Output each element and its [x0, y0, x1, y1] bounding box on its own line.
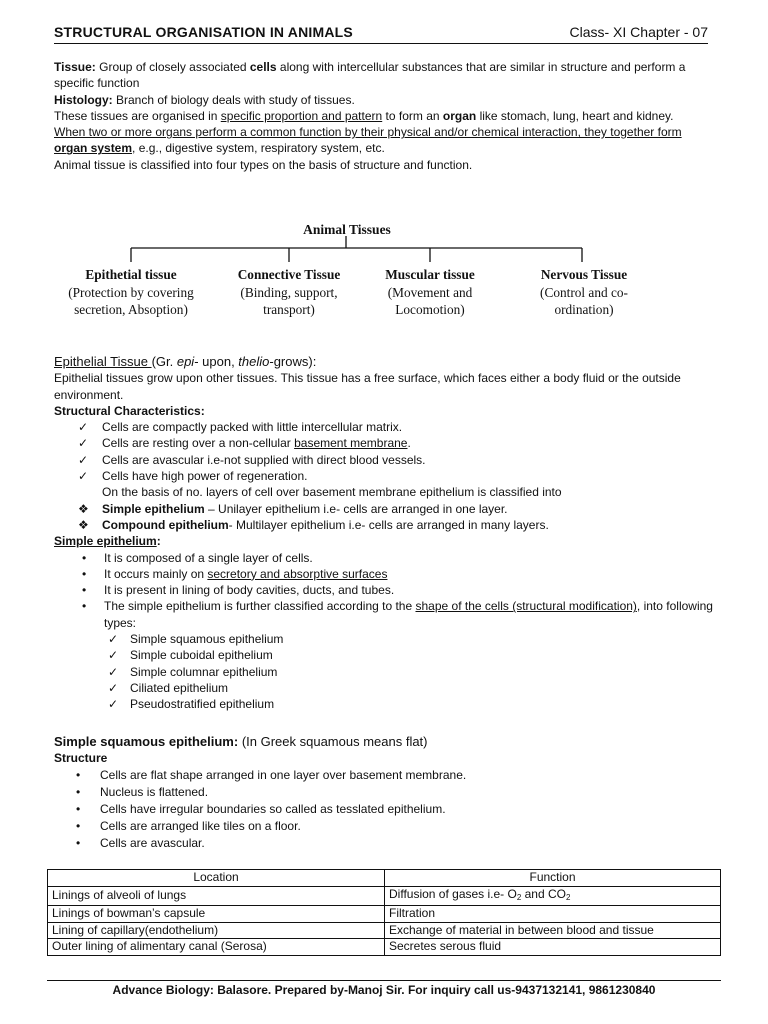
- diagram-root: Animal Tissues: [303, 222, 391, 237]
- column-header-location: Location: [48, 870, 385, 887]
- list-item: • Cells have irregular boundaries so called as tesslated epithelium.: [76, 801, 446, 816]
- bullet-icon: •: [76, 818, 81, 833]
- list-item: ✓ Pseudostratified epithelium: [108, 697, 275, 712]
- bullet-icon: •: [82, 583, 87, 598]
- simple-epithelium-subtypes: [54, 631, 714, 712]
- table-row: [48, 939, 721, 956]
- epithelial-description: Epithelial tissues grow upon other tissues. This tissue has a free surface, which faces either a body fluid or the outside environment.: [54, 371, 681, 402]
- list-item: ✓ Simple cuboidal epithelium: [108, 648, 273, 663]
- classification-basis: On the basis of no. layers of cell over basement membrane epithelium is classified into: [102, 485, 562, 500]
- list-item: • It occurs mainly on secretory and absorptive surfaces: [82, 566, 388, 581]
- intro-section: [54, 59, 714, 173]
- check-icon: ✓: [78, 452, 89, 467]
- check-icon: ✓: [78, 436, 89, 451]
- list-item: ✓ Cells are resting over a non-cellular basement membrane.: [78, 436, 411, 451]
- squamous-points: [54, 767, 714, 852]
- table-row: [48, 886, 721, 906]
- simple-epithelium-points: [54, 550, 714, 631]
- table-cell-location: Linings of bowman’s capsule: [48, 906, 385, 923]
- table-row: [48, 906, 721, 923]
- table-cell-function: Diffusion of gases i.e- $O_2$ and $CO_2$: [385, 886, 721, 906]
- squamous-section: [54, 734, 714, 852]
- location-function-table: [47, 869, 721, 956]
- bullet-icon: •: [82, 566, 87, 581]
- diagram-node-epithelial: Epithetial tissue (Protection by covering secretion, Absoption): [68, 267, 194, 317]
- list-item: • Cells are flat shape arranged in one layer over basement membrane.: [76, 767, 467, 782]
- list-item: • The simple epithelium is further classified according to the shape of the cells (structural modification), into following types:: [82, 599, 713, 630]
- list-item: ✓ Simple squamous epithelium: [108, 632, 284, 647]
- characteristics-list: [54, 419, 714, 484]
- table-cell-location: Linings of alveoli of lungs: [48, 886, 385, 906]
- organ-definition: These tissues are organised in specific proportion and pattern to form an organ like stomach, lung, heart and kidney.: [54, 108, 674, 123]
- table-cell-location: Lining of capillary(endothelium): [48, 922, 385, 939]
- list-item: • Cells are arranged like tiles on a floor.: [76, 818, 301, 833]
- structure-label: Structure: [54, 751, 108, 766]
- bullet-icon: •: [76, 801, 81, 816]
- list-item: ❖ Compound epithelium- Multilayer epithelium i.e- cells are arranged in many layers.: [78, 517, 549, 532]
- epithelial-section: [54, 354, 714, 713]
- simple-epithelium-heading: Simple epithelium:: [54, 534, 161, 549]
- organ-system-definition: When two or more organs perform a common function by their physical and/or chemical interaction, they together form organ system, e.g., digestive system, respiratory system, etc.: [54, 125, 682, 156]
- tissue-definition: Tissue: Group of closely associated cells along with intercellular substances that are similar in structure and perform a specific function: [54, 60, 686, 91]
- bullet-icon: •: [76, 767, 81, 782]
- list-item: ❖ Simple epithelium – Unilayer epithelium i.e- cells are arranged in one layer.: [78, 501, 508, 516]
- bullet-icon: •: [76, 835, 81, 850]
- list-item: ✓ Simple columnar epithelium: [108, 664, 278, 679]
- list-item: ✓ Cells are compactly packed with little intercellular matrix.: [78, 420, 403, 435]
- check-icon: ✓: [108, 664, 119, 679]
- squamous-heading: Simple squamous epithelium: (In Greek squamous means flat): [54, 734, 428, 749]
- column-header-function: Function: [385, 870, 721, 887]
- list-item: ✓ Cells are avascular i.e-not supplied with direct blood vessels.: [78, 452, 426, 467]
- table-cell-function: Exchange of material in between blood and tissue: [385, 922, 721, 939]
- epithelial-heading: Epithelial Tissue (Gr. epi- upon, thelio-grows):: [54, 354, 317, 369]
- structural-characteristics-heading: Structural Characteristics:: [54, 403, 205, 418]
- table-row: [48, 922, 721, 939]
- bullet-icon: •: [76, 784, 81, 799]
- check-icon: ✓: [78, 420, 89, 435]
- bullet-icon: •: [82, 599, 87, 614]
- list-item: • It is present in lining of body cavities, ducts, and tubes.: [82, 583, 395, 598]
- check-icon: ✓: [108, 680, 119, 695]
- epithelium-types-list: [54, 501, 714, 534]
- page-footer: Advance Biology: Balasore. Prepared by-Manoj Sir. For inquiry call us-9437132141, 9861230840: [47, 980, 721, 997]
- page-header: [54, 24, 708, 44]
- document-title: STRUCTURAL ORGANISATION IN ANIMALS: [54, 24, 353, 40]
- check-icon: ✓: [108, 648, 119, 663]
- list-item: • Cells are avascular.: [76, 835, 205, 850]
- diagram-node-muscular: Muscular tissue (Movement and Locomotion): [385, 267, 475, 317]
- bullet-icon: •: [82, 550, 87, 565]
- histology-definition: Histology: Branch of biology deals with study of tissues.: [54, 92, 355, 107]
- classification-sentence: Animal tissue is classified into four types on the basis of structure and function.: [54, 157, 473, 172]
- list-item: ✓ Cells have high power of regeneration.: [78, 469, 308, 484]
- list-item: • It is composed of a single layer of cells.: [82, 550, 313, 565]
- animal-tissues-diagram: [52, 220, 652, 340]
- table-cell-function: Secretes serous fluid: [385, 939, 721, 956]
- table-header-row: [48, 870, 721, 887]
- diagram-node-nervous: Nervous Tissue (Control and co-ordination): [540, 267, 628, 317]
- chapter-label: Class- XI Chapter - 07: [569, 24, 708, 40]
- check-icon: ✓: [108, 697, 119, 712]
- check-icon: ✓: [78, 469, 89, 484]
- diagram-node-connective: Connective Tissue (Binding, support, transport): [237, 267, 341, 317]
- table-cell-location: Outer lining of alimentary canal (Serosa): [48, 939, 385, 956]
- table-cell-function: Filtration: [385, 906, 721, 923]
- list-item: ✓ Ciliated epithelium: [108, 680, 229, 695]
- diamond-icon: ❖: [78, 501, 89, 516]
- check-icon: ✓: [108, 632, 119, 647]
- list-item: • Nucleus is flattened.: [76, 784, 209, 799]
- diamond-icon: ❖: [78, 517, 89, 532]
